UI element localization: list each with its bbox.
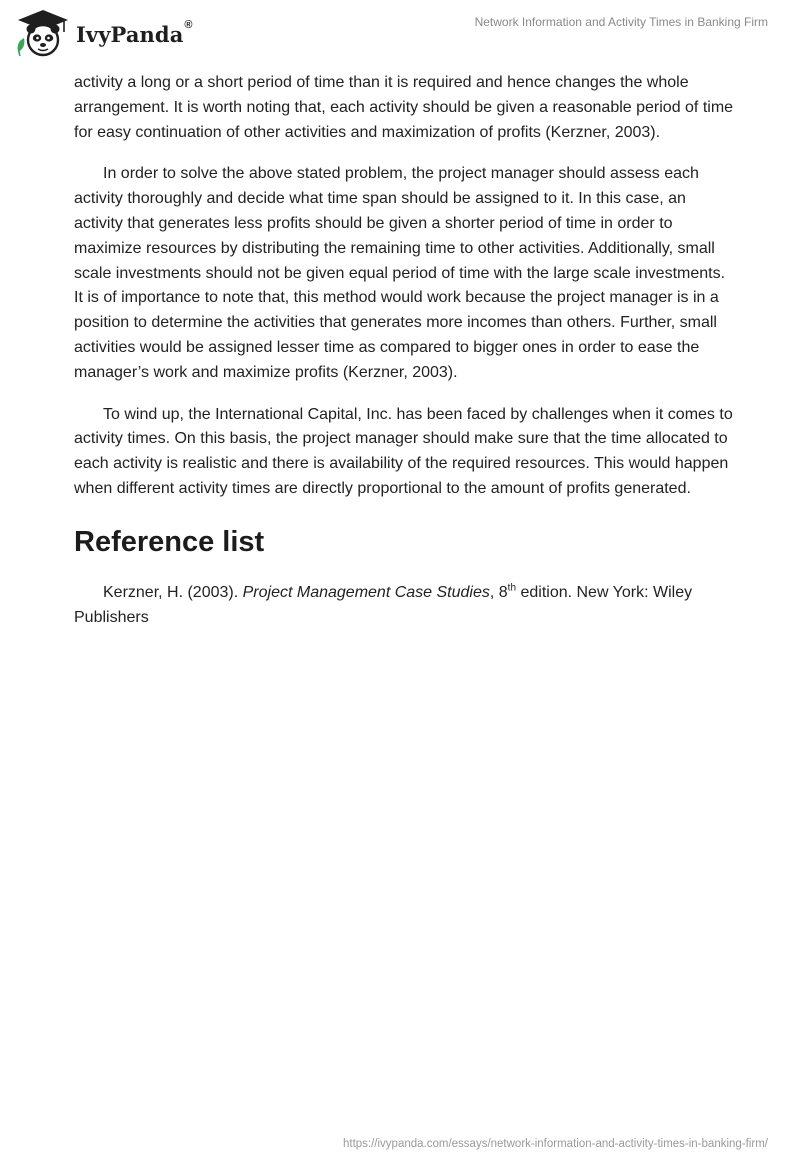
body-paragraph: In order to solve the above stated problem, the project manager should assess each activity thoroughly and decide what time span should be assigned to it. In this case, an activity that generates less profits should be given a shorter period of time in order to maximize resources by distributing the remaining time to other activities. Additionally, small scale investments should not be given equal period of time with the large scale investments. It is of importance to note that, this method would work because the project manager is in a position to determine the activities that generates more incomes than others. Further, small activities would be assigned lesser time as compared to bigger ones in order to ease the manager’s work and maximize profits (Kerzner, 2003). (74, 165, 726, 381)
panda-graduation-cap-icon (14, 8, 72, 58)
body-paragraph: activity a long or a short period of time than it is required and hence changes the whole arrangement. It is worth noting that, each activity should be given a reasonable period of time for easy continuation of other activities and maximization of profits (Kerzner, 2003). (74, 74, 734, 141)
reference-edition-suffix: th (507, 582, 517, 594)
reference-list-heading: Reference list (74, 525, 265, 558)
essay-content (74, 71, 734, 630)
reference-publisher: edition. New York: Wiley Publishers (74, 583, 693, 626)
page-header (0, 0, 800, 64)
body-paragraph: To wind up, the International Capital, Inc. has been faced by challenges when it comes to activity times. On this basis, the project manager should make sure that the time allocated to each activity is realistic and there is availability of the required resources. This would happen when different activity times are directly proportional to the amount of profits generated. (74, 405, 733, 497)
source-url[interactable]: https://ivypanda.com/essays/network-information-and-activity-times-in-banking-firm/ (342, 1138, 768, 1150)
registered-mark: ® (184, 18, 193, 31)
reference-title: Project Management Case Studies (242, 583, 490, 601)
reference-author-year: Kerzner, H. (2003). (103, 583, 243, 601)
brand-name: IvyPanda® (76, 18, 193, 47)
reference-edition-number: , 8 (489, 583, 508, 601)
document-title: Network Information and Activity Times in Banking Firm (474, 15, 768, 29)
brand-logo[interactable] (14, 8, 193, 58)
reference-entry (74, 581, 734, 631)
